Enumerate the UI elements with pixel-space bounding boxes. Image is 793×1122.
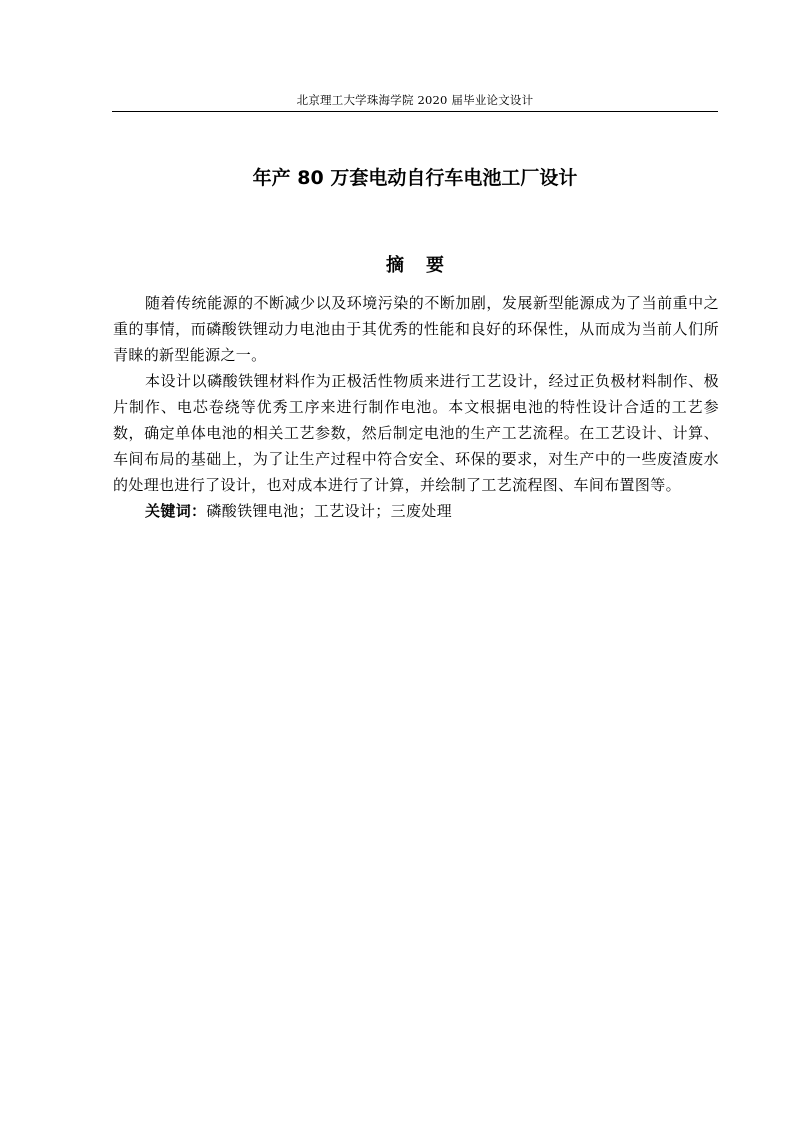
document-title: 年产 80 万套电动自行车电池工厂设计 (252, 167, 578, 189)
abstract-paragraph-1: 随着传统能源的不断减少以及环境污染的不断加剧，发展新型能源成为了当前重中之重的事情，而磷酸铁锂动力电池由于其优秀的性能和良好的环保性，从而成为当前人们所青睐的新型能源之一。 (113, 294, 719, 364)
abstract-body (113, 290, 719, 524)
abstract-heading: 摘要 (386, 255, 466, 276)
abstract-paragraph-2: 本设计以磷酸铁锂材料作为正极活性物质来进行工艺设计，经过正负极材料制作、极片制作、电芯卷绕等优秀工序来进行制作电池。本文根据电池的特性设计合适的工艺参数，确定单体电池的相关工艺参数，然后制定电池的生产工艺流程。在工艺设计、计算、车间布局的基础上，为了让生产过程中符合安全、环保的要求，对生产中的一些废渣废水的处理也进行了设计，也对成本进行了计算，并绘制了工艺流程图、车间布置图等。 (113, 372, 719, 494)
keywords-label: 关键词： (145, 502, 207, 520)
page-header: 北京理工大学珠海学院 2020 届毕业论文设计 (112, 92, 718, 112)
keywords-line (113, 498, 719, 524)
keywords-value: 磷酸铁锂电池；工艺设计；三废处理 (206, 502, 453, 520)
